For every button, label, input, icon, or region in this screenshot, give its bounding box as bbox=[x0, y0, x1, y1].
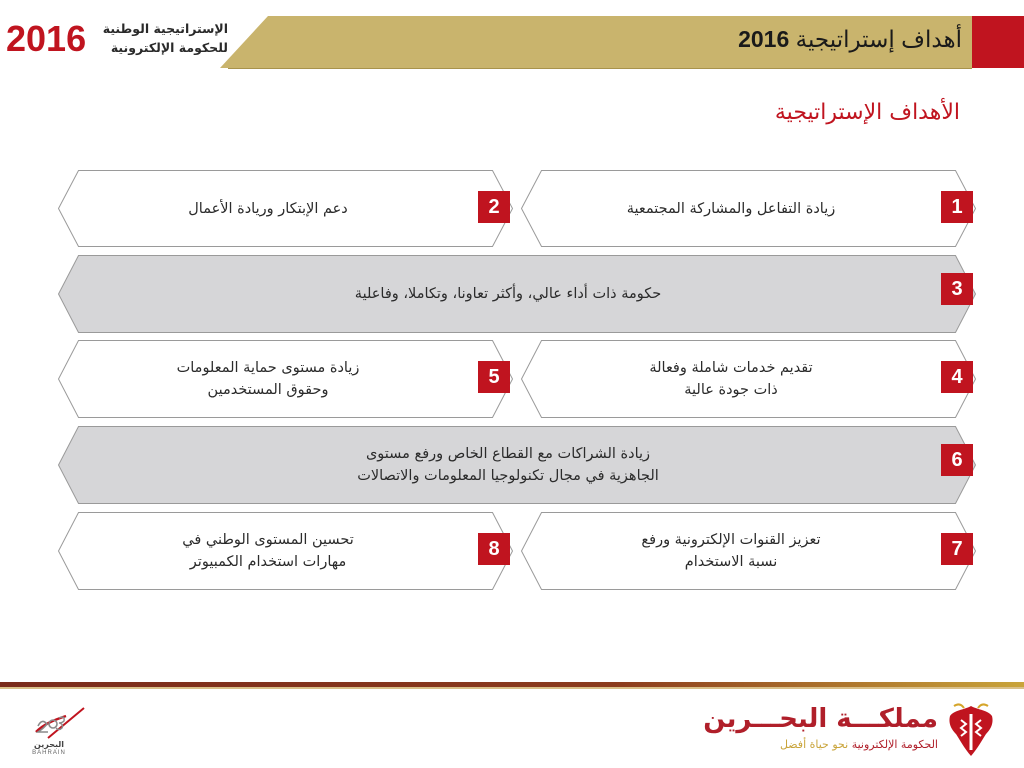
goal-badge-5: 5 bbox=[478, 361, 510, 393]
goal-badge-6: 6 bbox=[941, 444, 973, 476]
kingdom-subtitle bbox=[780, 738, 938, 751]
page-title-text: أهداف إستراتيجية bbox=[795, 26, 962, 52]
goal-text-3-line-1: حكومة ذات أداء عالي، وأكثر تعاونا، وتكاملا، وفاعلية bbox=[354, 286, 662, 302]
goal-card-5 bbox=[58, 340, 513, 418]
goal-card-2 bbox=[58, 170, 513, 247]
kingdom-subtitle-egov: الحكومة الإلكترونية bbox=[851, 738, 938, 751]
goal-text-7-line-1: تعزيز القنوات الإلكترونية ورفع bbox=[641, 532, 821, 548]
goal-text-2-line-1: دعم الإبتكار وريادة الأعمال bbox=[188, 200, 348, 217]
goal-text-4-line-1: تقديم خدمات شاملة وفعالة bbox=[649, 360, 813, 376]
goal-text-8-line-2: مهارات استخدام الكمبيوتر bbox=[189, 554, 347, 570]
bahrain-emblem-icon bbox=[944, 700, 998, 760]
logo-year: 2016 bbox=[6, 18, 87, 59]
goal-card-1 bbox=[521, 170, 976, 247]
goal-badge-1: 1 bbox=[941, 191, 973, 223]
kingdom-title: مملكـــة البحـــرين bbox=[703, 704, 938, 734]
goal-card-4 bbox=[521, 340, 976, 418]
goal-text-4-line-2: ذات جودة عالية bbox=[684, 382, 778, 398]
goal-text-5-line-1: زيادة مستوى حماية المعلومات bbox=[176, 360, 360, 376]
logo-line2: للحكومة الإلكترونية bbox=[110, 40, 228, 55]
section-title: الأهداف الإستراتيجية bbox=[774, 100, 960, 125]
goal-badge-3: 3 bbox=[941, 273, 973, 305]
vision-label: البحرين bbox=[34, 740, 64, 749]
goal-badge-8: 8 bbox=[478, 533, 510, 565]
goal-card-6 bbox=[58, 426, 976, 504]
goal-badge-7: 7 bbox=[941, 533, 973, 565]
footer-divider-accent bbox=[0, 687, 1024, 689]
goal-card-7 bbox=[521, 512, 976, 590]
header-red-block bbox=[972, 16, 1024, 68]
logo-line1: الإستراتيجية الوطنية bbox=[102, 21, 228, 36]
vision-label-en: BAHRAIN bbox=[32, 750, 66, 756]
goal-badge-2: 2 bbox=[478, 191, 510, 223]
goal-text-1-line-1: زيادة التفاعل والمشاركة المجتمعية bbox=[626, 200, 836, 217]
goal-card-8 bbox=[58, 512, 513, 590]
page-title bbox=[738, 26, 962, 53]
goal-text-5-line-2: وحقوق المستخدمين bbox=[207, 382, 329, 398]
page-title-year: 2016 bbox=[738, 26, 790, 52]
goal-badge-4: 4 bbox=[941, 361, 973, 393]
goal-text-8-line-1: تحسين المستوى الوطني في bbox=[182, 532, 354, 548]
kingdom-subtitle-slogan: نحو حياة أفضل bbox=[779, 738, 849, 751]
goal-text-6-line-1: زيادة الشراكات مع القطاع الخاص ورفع مستوى bbox=[365, 446, 651, 462]
goal-card-3 bbox=[58, 255, 976, 333]
goal-text-6-line-2: الجاهزية في مجال تكنولوجيا المعلومات والاتصالات bbox=[357, 468, 659, 484]
goal-text-7-line-2: نسبة الاستخدام bbox=[684, 554, 778, 570]
